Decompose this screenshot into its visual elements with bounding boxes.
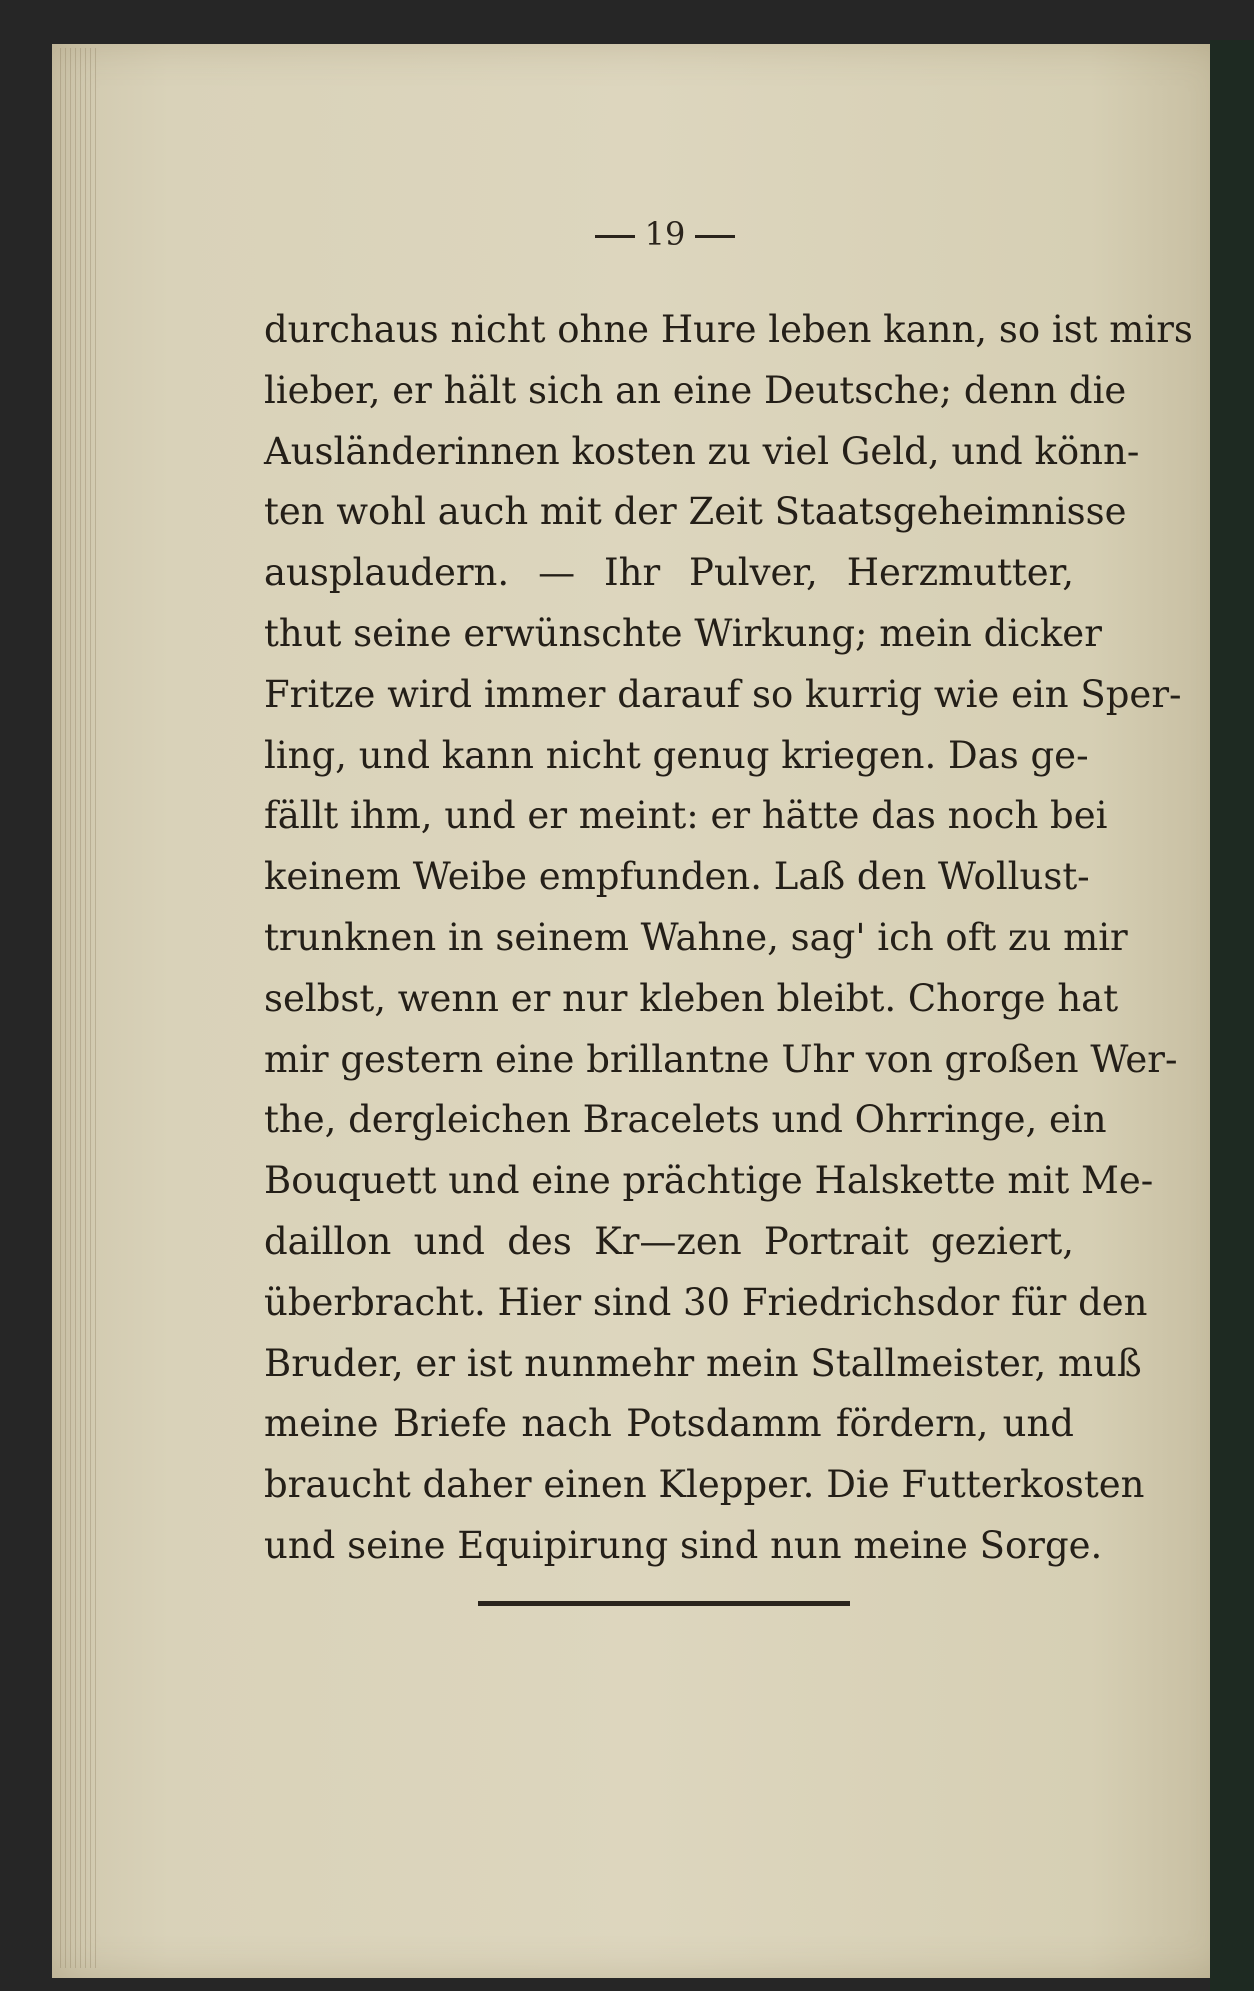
page-edges xyxy=(60,48,100,1968)
body-text xyxy=(264,300,1193,1577)
text-line: thut seine erwünschte Wirkung; mein dicker xyxy=(264,611,1102,655)
text-line: ling, und kann nicht genug kriegen. Das ge- xyxy=(264,733,1089,777)
text-line: Bouquett und eine prächtige Halskette mit Me- xyxy=(264,1159,1154,1203)
text-line: Bruder, er ist nunmehr mein Stallmeister, muß xyxy=(264,1341,1142,1385)
text-line: Ausländerinnen kosten zu viel Geld, und könn- xyxy=(264,429,1140,473)
page-number-header xyxy=(575,215,755,253)
left-dash xyxy=(595,235,635,238)
page-number: 19 xyxy=(644,215,686,253)
scan-background-strip xyxy=(1210,40,1254,1991)
text-line: Fritze wird immer darauf so kurrig wie ein Sper- xyxy=(264,672,1182,716)
right-dash xyxy=(695,235,735,238)
text-line: keinem Weibe empfunden. Laß den Wollust- xyxy=(264,855,1090,899)
text-line: fällt ihm, und er meint: er hätte das noch bei xyxy=(264,794,1108,838)
text-line: meine Briefe nach Potsdamm fördern, und xyxy=(264,1402,1074,1446)
text-line: ten wohl auch mit der Zeit Staatsgeheimnisse xyxy=(264,490,1127,534)
text-line: selbst, wenn er nur kleben bleibt. Chorge hat xyxy=(264,976,1119,1020)
end-rule-divider xyxy=(478,1601,850,1606)
text-line: daillon und des Kr—zen Portrait geziert, xyxy=(264,1219,1074,1263)
text-line: und seine Equipirung sind nun meine Sorge. xyxy=(264,1523,1103,1567)
text-line: mir gestern eine brillantne Uhr von großen Wer- xyxy=(264,1037,1178,1081)
text-line: trunknen in seinem Wahne, sag' ich oft zu mir xyxy=(264,915,1128,959)
text-line: braucht daher einen Klepper. Die Futterkosten xyxy=(264,1463,1145,1507)
text-line: lieber, er hält sich an eine Deutsche; denn die xyxy=(264,368,1127,412)
text-line: ausplaudern. — Ihr Pulver, Herzmutter, xyxy=(264,551,1074,595)
text-line: the, dergleichen Bracelets und Ohrringe, ein xyxy=(264,1098,1107,1142)
text-line: überbracht. Hier sind 30 Friedrichsdor für den xyxy=(264,1280,1148,1324)
text-line: durchaus nicht ohne Hure leben kann, so ist mirs xyxy=(264,308,1193,351)
